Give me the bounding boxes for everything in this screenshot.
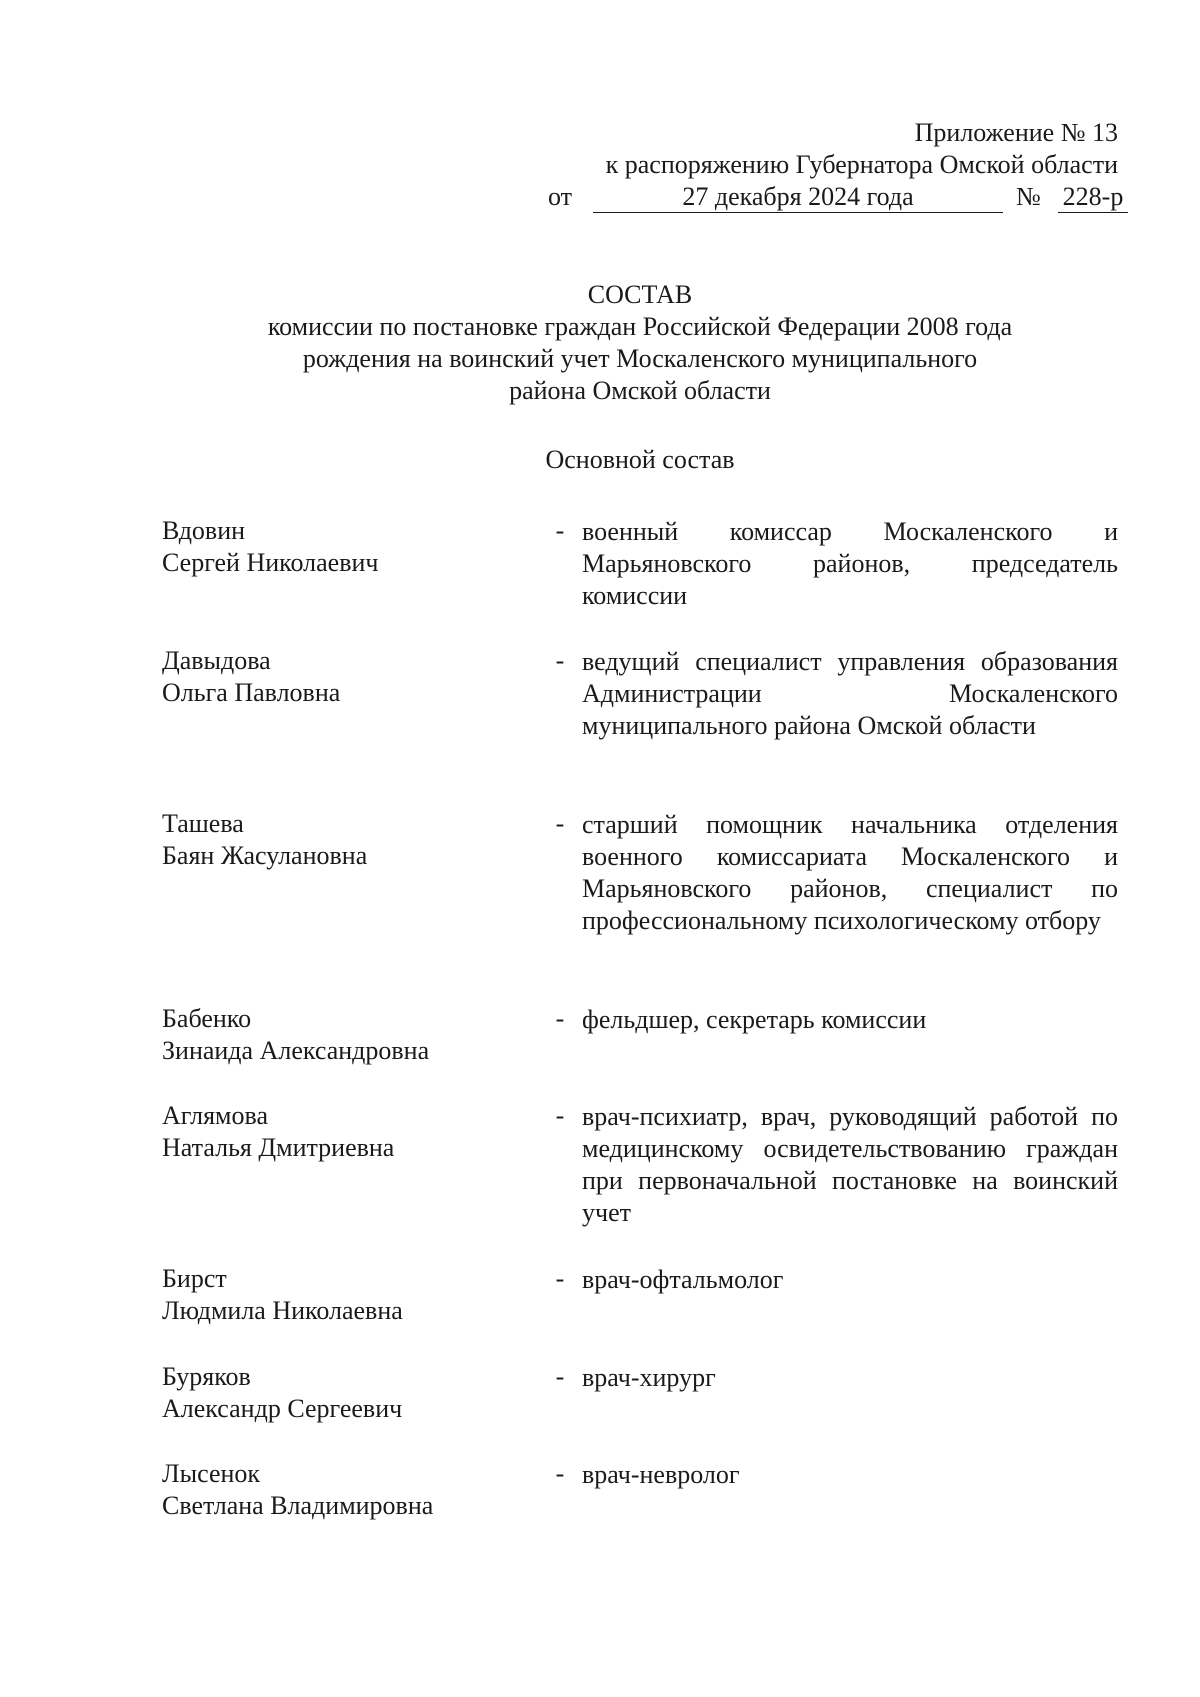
dash-separator: -: [555, 1101, 565, 1130]
member-surname: Вдовин: [162, 516, 246, 545]
member-role: военный комиссар Москаленского и Марьяновского районов, председатель комиссии: [582, 517, 1118, 610]
member-role: врач-психиатр, врач, руководящий работой по медицинскому освидетельствованию граждан при первоначальной постановке на воинский учет: [582, 1102, 1118, 1227]
member-name: [162, 1459, 542, 1523]
dash-separator: -: [555, 1362, 565, 1391]
member-given-names: Светлана Владимировна: [162, 1491, 434, 1520]
annex-reference: к распоряжению Губернатора Омской области: [605, 150, 1118, 179]
member-given-names: Баян Жасулановна: [162, 841, 368, 870]
member-given-names: Зинаида Александровна: [162, 1036, 430, 1065]
document-title: [140, 280, 1140, 408]
member-name: [162, 646, 542, 710]
member-role: ведущий специалист управления образования Администрации Москаленского муниципального района Омской области: [582, 647, 1118, 740]
number-label: №: [1016, 182, 1041, 211]
member-surname: Ташева: [162, 809, 244, 838]
member-given-names: Наталья Дмитриевна: [162, 1133, 395, 1162]
section-title: Основной состав: [545, 445, 735, 474]
member-surname: Бирст: [162, 1264, 227, 1293]
dash-separator: -: [555, 809, 565, 838]
title-heading: СОСТАВ: [587, 280, 693, 309]
member-name: [162, 809, 542, 873]
annex-number: Приложение № 13: [914, 118, 1118, 147]
member-surname: Бабенко: [162, 1004, 252, 1033]
dash-separator: -: [555, 1459, 565, 1488]
member-role: старший помощник начальника отделения военного комиссариата Москаленского и Марьяновского районов, специалист по профессиональному психологическому отбору: [582, 810, 1118, 935]
document-date: 27 декабря 2024 года: [593, 182, 1003, 213]
member-given-names: Александр Сергеевич: [162, 1394, 403, 1423]
member-surname: Давыдова: [162, 646, 271, 675]
dash-separator: -: [555, 646, 565, 675]
member-surname: Буряков: [162, 1362, 251, 1391]
member-surname: Аглямова: [162, 1101, 268, 1130]
member-name: [162, 1264, 542, 1328]
dash-separator: -: [555, 1264, 565, 1293]
title-subtitle-line: рождения на воинский учет Москаленского муниципального: [302, 344, 978, 373]
member-name: [162, 1362, 542, 1426]
member-role: врач-офтальмолог: [582, 1265, 784, 1294]
member-role: врач-невролог: [582, 1460, 740, 1489]
member-name: [162, 516, 542, 580]
member-name: [162, 1004, 542, 1068]
member-surname: Лысенок: [162, 1459, 261, 1488]
member-given-names: Сергей Николаевич: [162, 548, 379, 577]
annex-header: [548, 118, 1124, 214]
member-role: врач-хирург: [582, 1363, 716, 1392]
member-given-names: Людмила Николаевна: [162, 1296, 403, 1325]
member-name: [162, 1101, 542, 1165]
annex-date-line: [548, 182, 1124, 214]
date-prefix: от: [548, 182, 573, 211]
dash-separator: -: [555, 516, 565, 545]
document-number: 228-р: [1058, 182, 1128, 213]
dash-separator: -: [555, 1004, 565, 1033]
title-subtitle-line: района Омской области: [509, 376, 771, 405]
member-role: фельдшер, секретарь комиссии: [582, 1005, 927, 1034]
member-given-names: Ольга Павловна: [162, 678, 341, 707]
title-subtitle-line: комиссии по постановке граждан Российской Федерации 2008 года: [267, 312, 1013, 341]
